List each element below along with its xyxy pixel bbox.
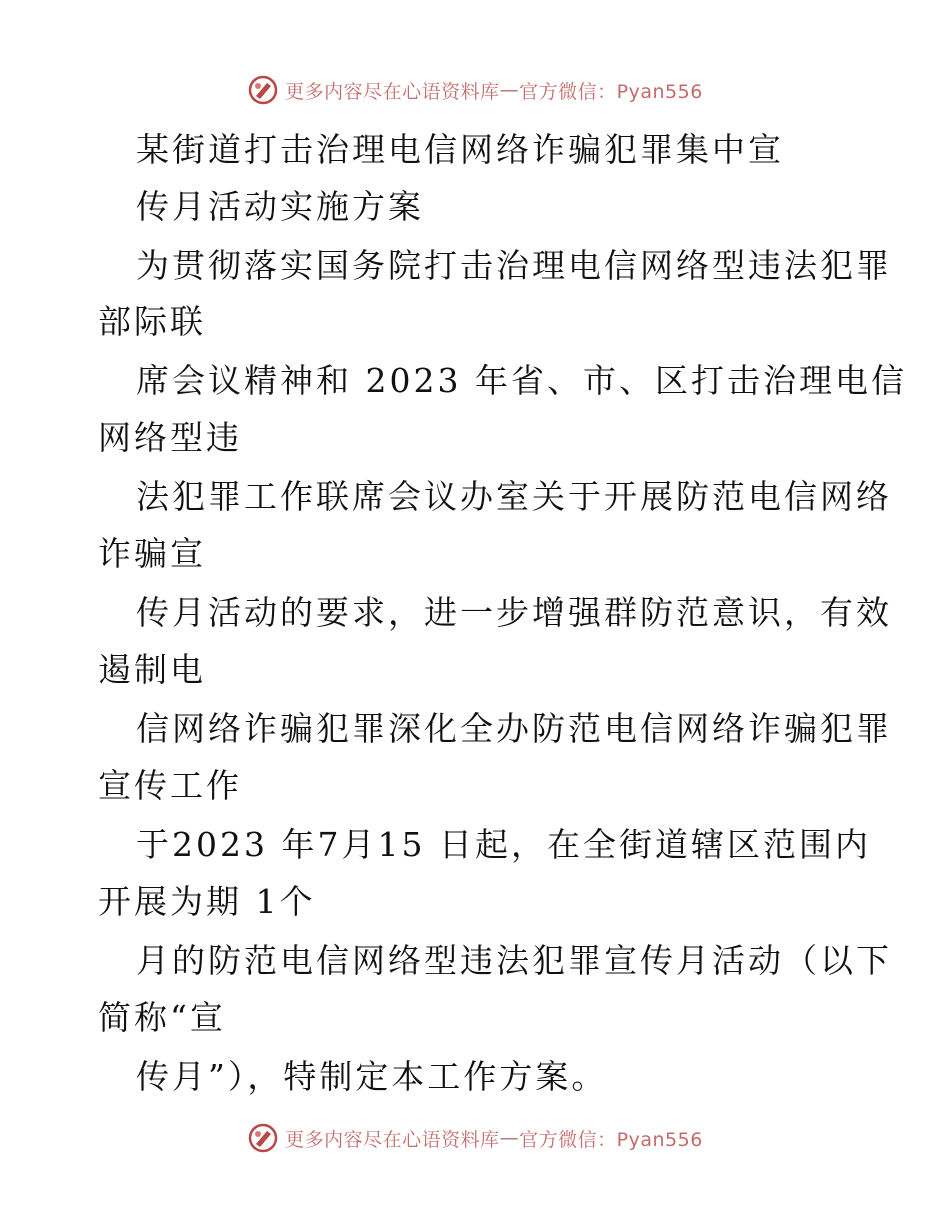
- watermark-brand: 更多内容尽在心语资料库: [285, 1128, 500, 1151]
- watermark-contact: 官方微信：Pyan556: [519, 80, 703, 103]
- footer-watermark: [0, 1118, 950, 1158]
- doc-line-13: 于2023 年7月15 日起，在全街道辖区范围内: [136, 825, 871, 864]
- doc-line-8: 诈骗宣: [98, 534, 206, 573]
- watermark-brand: 更多内容尽在心语资料库: [285, 80, 500, 103]
- doc-line-16: 简称“宣: [98, 998, 226, 1037]
- doc-line-12: 宣传工作: [98, 766, 242, 805]
- doc-line-17: 传月”），特制定本工作方案。: [136, 1057, 608, 1096]
- watermark-dash: —: [499, 79, 520, 101]
- doc-line-5: 席会议精神和 2023 年省、市、区打击治理电信: [136, 361, 907, 400]
- watermark-contact: 官方微信：Pyan556: [519, 1128, 703, 1151]
- doc-line-4: 部际联: [98, 302, 206, 341]
- logo-icon: [247, 1122, 279, 1154]
- doc-line-15: 月的防范电信网络型违法犯罪宣传月活动（以下: [136, 941, 892, 980]
- doc-line-11: 信网络诈骗犯罪深化全办防范电信网络诈骗犯罪: [136, 709, 892, 748]
- doc-line-3: 为贯彻落实国务院打击治理电信网络型违法犯罪: [136, 246, 892, 285]
- doc-line-9: 传月活动的要求，进一步增强群防范意识，有效: [136, 593, 892, 632]
- logo-icon: [247, 74, 279, 106]
- doc-line-10: 遏制电: [98, 650, 206, 689]
- watermark-dash: —: [499, 1127, 520, 1149]
- doc-line-1: 某街道打击治理电信网络诈骗犯罪集中宣: [136, 130, 784, 169]
- doc-line-7: 法犯罪工作联席会议办室关于开展防范电信网络: [136, 477, 892, 516]
- doc-line-6: 网络型违: [98, 418, 242, 457]
- doc-line-14: 开展为期 1个: [98, 882, 316, 921]
- header-watermark: [0, 70, 950, 110]
- doc-line-2: 传月活动实施方案: [136, 187, 424, 226]
